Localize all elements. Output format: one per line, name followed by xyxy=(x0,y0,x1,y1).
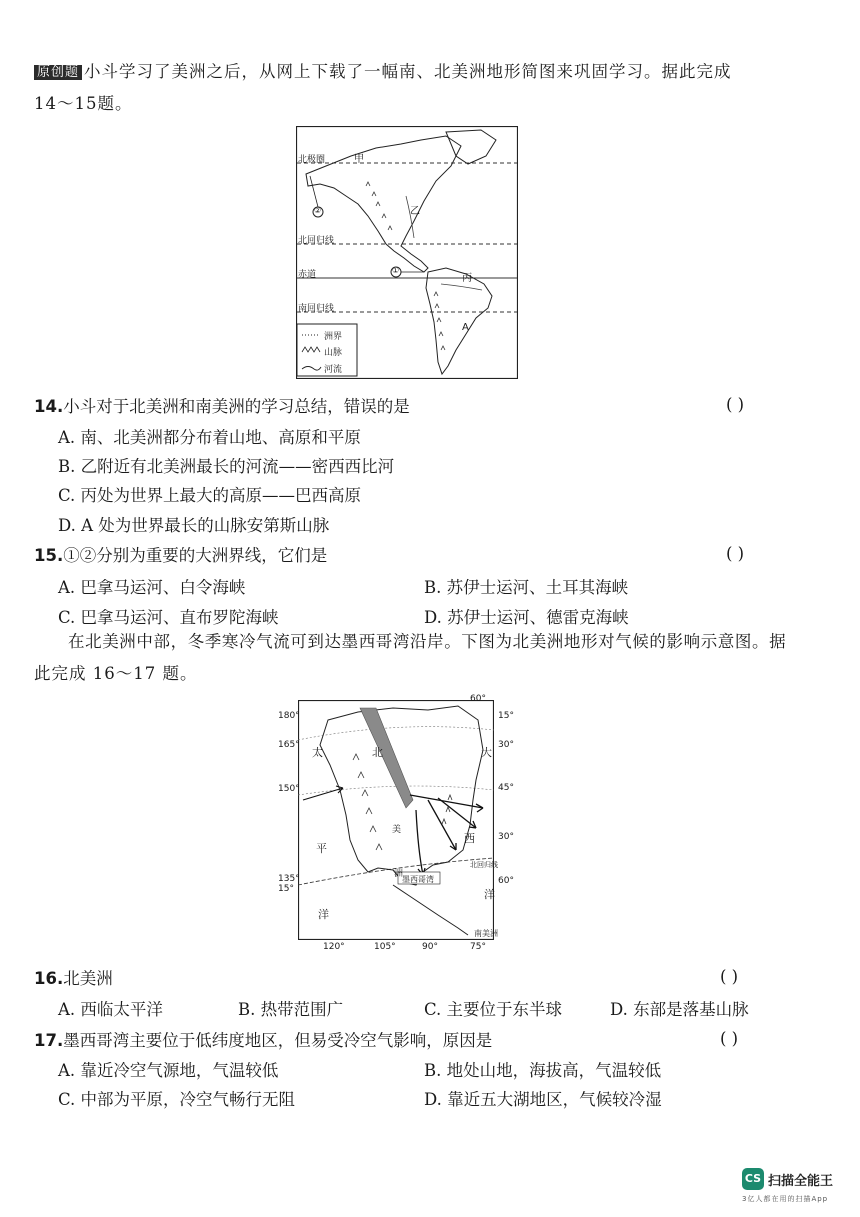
q16-number: 16. xyxy=(34,969,64,988)
camscanner-logo-icon: CS xyxy=(742,1168,764,1190)
q16-option-b[interactable]: B. 热带范围广 xyxy=(238,1000,344,1019)
intro-2-line-1: 在北美洲中部，冬季寒冷气流可到达墨西哥湾沿岸。下图为北美洲地形对气候的影响示意图。据 xyxy=(68,632,787,651)
intro-2-line-2: 此完成 16～17 题。 xyxy=(34,664,198,683)
q17-option-d[interactable]: D. 靠近五大湖地区，气候较冷湿 xyxy=(424,1090,662,1109)
q17-option-a[interactable]: A. 靠近冷空气源地，气温较低 xyxy=(58,1061,279,1080)
map1-tropic-cancer-label: 北回归线 xyxy=(298,236,335,246)
climate-map-svg xyxy=(298,700,494,940)
q15-number: 15. xyxy=(34,546,64,565)
legend-boundary-label: 洲界 xyxy=(324,332,343,342)
q14-option-a[interactable]: A. 南、北美洲都分布着山地、高原和平原 xyxy=(58,428,361,447)
q15-answer-paren[interactable]: ( ) xyxy=(726,544,745,563)
map2-lon-105: 105° xyxy=(374,942,396,952)
map1-mark-yi: 乙 xyxy=(410,206,420,217)
map2-lat-30-right: 30° xyxy=(498,740,514,750)
map2-lat-45: 45° xyxy=(498,783,514,793)
map2-top-lon-60: 60° xyxy=(470,694,486,704)
question-14 xyxy=(34,393,410,417)
map2-lon-120: 120° xyxy=(323,942,345,952)
camscanner-brand: 扫描全能王 xyxy=(768,1174,834,1189)
map2-lat-30-lower: 30° xyxy=(498,832,514,842)
intro-1-line-2: 14～15题。 xyxy=(34,94,133,113)
map2-lat-15-left: 15° xyxy=(278,884,294,894)
pacific-char-2: 平 xyxy=(316,842,327,855)
atlantic-char-3: 洋 xyxy=(484,888,495,901)
q15-option-c[interactable]: C. 巴拿马运河、直布罗陀海峡 xyxy=(58,608,279,627)
intro-paragraph-1 xyxy=(34,64,732,81)
na-char-1: 北 xyxy=(372,746,383,759)
q14-option-b[interactable]: B. 乙附近有北美洲最长的河流——密西西比河 xyxy=(58,457,395,476)
map1-mark-jia: 甲 xyxy=(354,154,364,165)
q14-option-c[interactable]: C. 丙处为世界上最大的高原——巴西高原 xyxy=(58,486,362,505)
atlantic-char-2: 西 xyxy=(464,832,475,845)
na-char-3: 洲 xyxy=(394,869,404,879)
americas-map xyxy=(296,126,518,379)
q16-stem: 北美洲 xyxy=(63,969,113,988)
legend-mountain-label: 山脉 xyxy=(324,348,343,358)
question-15 xyxy=(34,542,327,566)
map1-tropic-capricorn-label: 南回归线 xyxy=(298,304,335,314)
south-america-label: 南美洲 xyxy=(474,929,498,938)
q17-number: 17. xyxy=(34,1031,64,1050)
map1-mark-bing: 丙 xyxy=(462,273,472,284)
pacific-char-3: 洋 xyxy=(318,908,329,921)
original-question-tag: 原创题 xyxy=(34,65,82,80)
na-char-2: 美 xyxy=(392,825,402,835)
legend-river-label: 河流 xyxy=(324,365,343,375)
q17-stem: 墨西哥湾主要位于低纬度地区，但易受冷空气影响，原因是 xyxy=(63,1031,493,1050)
q14-number: 14. xyxy=(34,397,64,416)
map1-mark-2: ② xyxy=(314,206,322,215)
map1-mark-1: ① xyxy=(392,266,400,275)
map2-lon-75: 75° xyxy=(470,942,486,952)
map2-lat-15-right: 15° xyxy=(498,711,514,721)
q15-option-d[interactable]: D. 苏伊士运河、德雷克海峡 xyxy=(424,608,629,627)
map1-mark-a: A xyxy=(462,322,469,333)
map2-tropic-label: 北回归线 xyxy=(470,861,498,869)
camscanner-slogan: 3亿人都在用的扫描App xyxy=(742,1195,829,1203)
map2-lon-180: 180° xyxy=(278,711,300,721)
map2-lon-90: 90° xyxy=(422,942,438,952)
intro-1-line-1: 小斗学习了美洲之后，从网上下载了一幅南、北美洲地形简图来巩固学习。据此完成 xyxy=(84,62,732,81)
north-america-climate-map xyxy=(278,694,516,955)
gulf-of-mexico-label: 墨西哥湾 xyxy=(402,875,434,884)
q16-option-d[interactable]: D. 东部是落基山脉 xyxy=(610,1000,749,1019)
pacific-char-1: 太 xyxy=(312,746,323,759)
map1-arctic-label: 北极圈 xyxy=(298,155,326,165)
q15-option-a[interactable]: A. 巴拿马运河、白令海峡 xyxy=(58,578,246,597)
map2-lon-135: 135° xyxy=(278,874,300,884)
q17-answer-paren[interactable]: ( ) xyxy=(720,1029,739,1048)
q15-stem: ①②分别为重要的大洲界线，它们是 xyxy=(63,546,328,565)
q16-option-a[interactable]: A. 西临太平洋 xyxy=(58,1000,163,1019)
q14-stem: 小斗对于北美洲和南美洲的学习总结，错误的是 xyxy=(63,397,410,416)
q14-answer-paren[interactable]: ( ) xyxy=(726,395,745,414)
q14-option-d[interactable]: D. A 处为世界最长的山脉安第斯山脉 xyxy=(58,516,330,535)
map2-lon-60-right: 60° xyxy=(498,876,514,886)
map2-lon-150: 150° xyxy=(278,784,300,794)
q16-option-c[interactable]: C. 主要位于东半球 xyxy=(424,1000,563,1019)
map1-equator-label: 赤道 xyxy=(298,270,317,280)
map2-lon-165: 165° xyxy=(278,740,300,750)
question-17 xyxy=(34,1027,492,1051)
q16-answer-paren[interactable]: ( ) xyxy=(720,967,739,986)
question-16 xyxy=(34,965,113,989)
atlantic-char-1: 大 xyxy=(481,746,492,759)
q17-option-c[interactable]: C. 中部为平原，冷空气畅行无阻 xyxy=(58,1090,296,1109)
q15-option-b[interactable]: B. 苏伊士运河、土耳其海峡 xyxy=(424,578,629,597)
q17-option-b[interactable]: B. 地处山地，海拔高，气温较低 xyxy=(424,1061,662,1080)
